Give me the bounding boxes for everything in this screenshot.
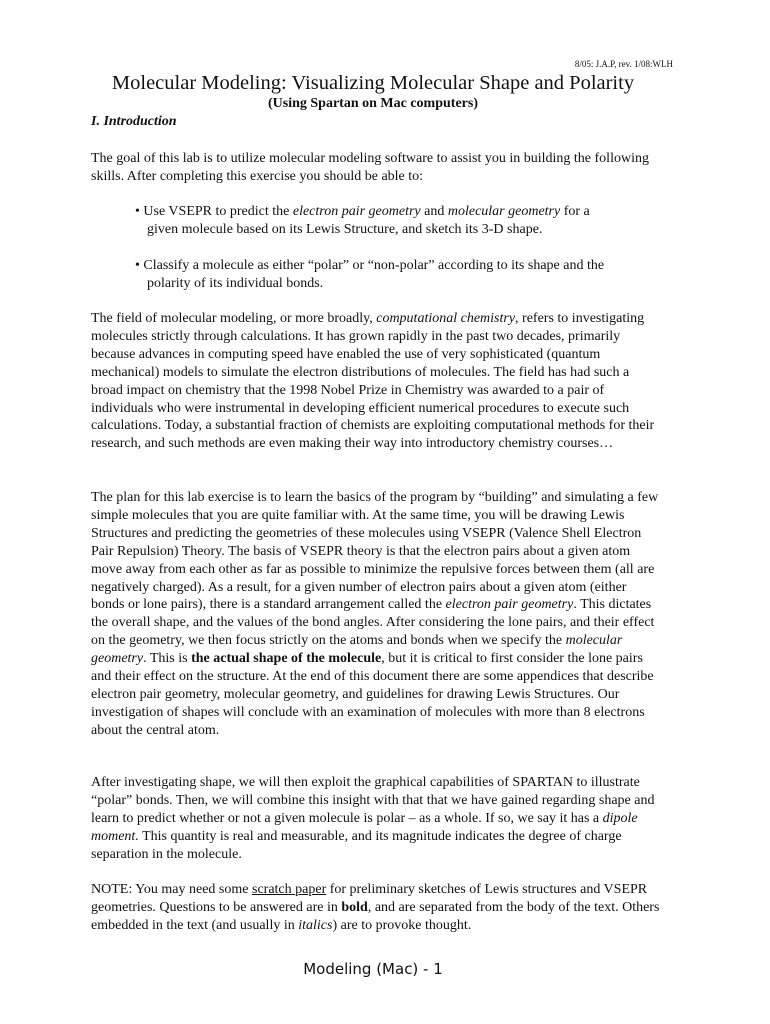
plan-paragraph: The plan for this lab exercise is to learn the basics of the program by “building” and simulating a few simple molecules that you are quite familiar with. At the same time, you will be drawing Lewis Structures and predicting the geometries of these molecules using VSEPR (Valence Shell Electron Pair Repulsion) Theory. The basis of VSEPR theory is that the electron pairs about a given atom move away from each other as far as possible to minimize the repulsive forces between them (all are negatively charged). As a result, for a given number of electron pairs about a given atom (either bonds or lone pairs), there is a standard arrangement called the electron pair geometry. This dictates the overall shape, and the values of the bond angles. After considering the lone pairs, and their effect on the geometry, we then focus strictly on the atoms and bonds when we specify the molecular geometry. This is the actual shape of the molecule, but it is critical to first consider the lone pairs and their effect on the structure. At the end of this document there are some appendices that describe electron pair geometry, molecular geometry, and guidelines for drawing Lewis Structures. Our investigation of shapes will conclude with an examination of molecules with more than 8 electrons about the central atom.: [91, 490, 659, 738]
revision-note: 8/05: J.A.P, rev. 1/08:WLH: [574, 59, 673, 69]
bullet-line: • Classify a molecule as either “polar” or “non-polar” according to its shape and the: [135, 258, 605, 273]
field-paragraph: The field of molecular modeling, or more broadly, computational chemistry, refers to investigating molecules strictly through calculations. It has grown rapidly in the past two decades, primarily because advances in computing speed have enabled the use of very sophisticated (quantum mechanical) models to simulate the electron distributions of molecules. The field has had such a broad impact on chemistry that the 1998 Nobel Prize in Chemistry was awarded to a pair of individuals who were instrumental in developing efficient numerical procedures to execute such calculations. Today, a substantial fraction of chemists are exploiting computational methods for their research, and such methods are even making their way into introductory chemistry courses…: [91, 311, 655, 452]
document-title: Molecular Modeling: Visualizing Molecular Shape and Polarity: [111, 72, 635, 94]
section-heading: I. Introduction: [91, 114, 177, 129]
page-footer: Modeling (Mac) - 1: [303, 960, 443, 978]
bullet-item-vsepr: [135, 203, 645, 239]
bullet-item-polarity: [135, 257, 645, 293]
document-subtitle: (Using Spartan on Mac computers): [268, 96, 478, 111]
bullet-line: • Use VSEPR to predict the electron pair geometry and molecular geometry for a: [135, 204, 590, 219]
polarity-paragraph: After investigating shape, we will then exploit the graphical capabilities of SPARTAN to illustrate “polar” bonds. Then, we will combine this insight with that that we have gained regarding shape and learn to predict whether or not a given molecule is polar – as a whole. If so, we say it has a dipole moment. This quantity is real and measurable, and its magnitude indicates the degree of charge separation in the molecule.: [91, 775, 655, 862]
intro-paragraph: The goal of this lab is to utilize molecular modeling software to assist you in building the following skills. After completing this exercise you should be able to:: [91, 151, 649, 184]
bullet-line: polarity of its individual bonds.: [147, 275, 324, 291]
bullet-line: given molecule based on its Lewis Structure, and sketch its 3-D shape.: [147, 221, 543, 237]
note-paragraph: NOTE: You may need some scratch paper for preliminary sketches of Lewis structures and VSEPR geometries. Questions to be answered are in bold, and are separated from the body of the text. Others embedded in the text (and usually in italics) are to provoke thought.: [91, 882, 660, 933]
